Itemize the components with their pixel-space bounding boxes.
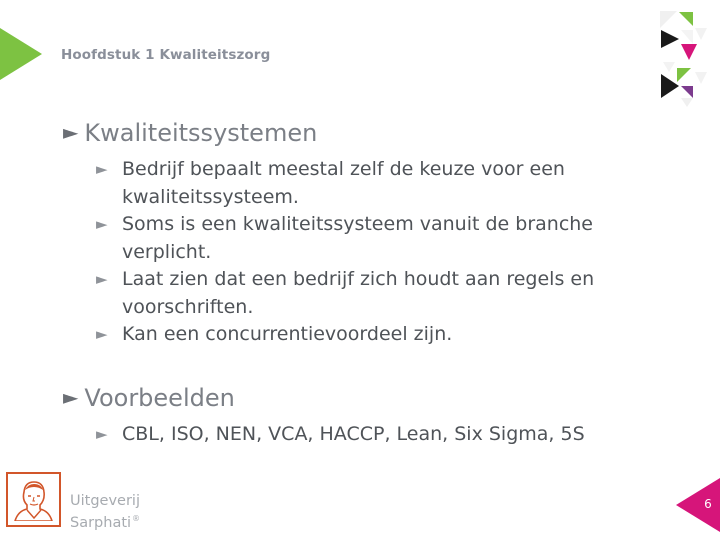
chapter-title: Hoofdstuk 1 Kwaliteitszorg bbox=[61, 47, 271, 63]
bullet-arrow-icon: ► bbox=[96, 270, 108, 288]
page-number: 6 bbox=[704, 497, 712, 511]
bullet-list bbox=[96, 421, 656, 449]
section-heading: ► Voorbeelden bbox=[63, 384, 235, 412]
list-item: ► CBL, ISO, NEN, VCA, HACCP, Lean, Six Sigma, 5S bbox=[96, 421, 656, 449]
list-item: ► Soms is een kwaliteitssysteem vanuit de branche verplicht. bbox=[96, 213, 594, 263]
bullet-arrow-icon: ► bbox=[63, 120, 79, 144]
triangle-pattern-decoration-icon bbox=[655, 8, 720, 108]
bullet-arrow-icon: ► bbox=[63, 385, 79, 409]
bullet-arrow-icon: ► bbox=[96, 160, 108, 178]
bullet-list bbox=[96, 156, 656, 349]
section-heading: ► Kwaliteitssystemen bbox=[63, 119, 318, 147]
portrait-icon bbox=[6, 472, 61, 527]
bullet-arrow-icon: ► bbox=[96, 215, 108, 233]
green-corner-triangle-icon bbox=[0, 28, 42, 80]
list-item: ► Laat zien dat een bedrijf zich houdt aan regels en voorschriften. bbox=[96, 268, 595, 318]
bullet-arrow-icon: ► bbox=[96, 325, 108, 343]
publisher-name: Uitgeverij Sarphati® bbox=[70, 493, 141, 531]
list-item: ► Kan een concurrentievoordeel zijn. bbox=[96, 321, 656, 349]
publisher-logo bbox=[6, 472, 176, 532]
bullet-arrow-icon: ► bbox=[96, 425, 108, 443]
list-item: ► Bedrijf bepaalt meestal zelf de keuze voor een kwaliteitssysteem. bbox=[96, 158, 565, 208]
